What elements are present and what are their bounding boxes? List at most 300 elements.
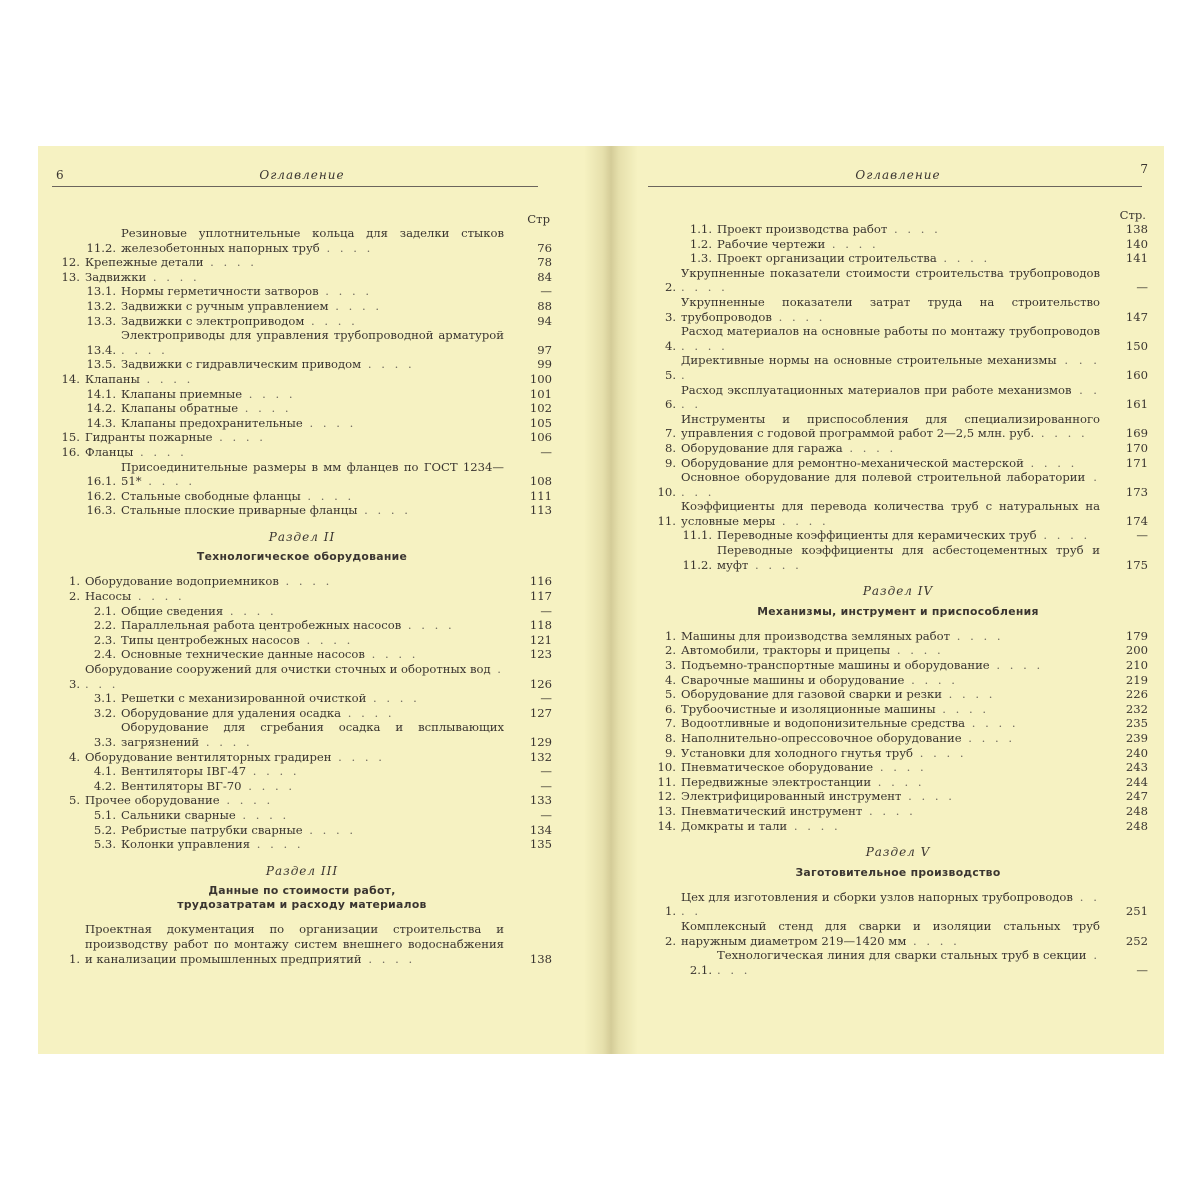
section-subtitle: Данные по стоимости работ, трудозатратам и расходу материалов	[177, 884, 427, 912]
dot-leader: . . . .	[887, 222, 941, 236]
toc-entry	[52, 633, 552, 648]
toc-entry-number: 11.1.	[682, 528, 712, 543]
toc-entry-title: Переводные коэффициенты для асбестоцементных труб и муфт	[717, 543, 1100, 572]
toc-entry-wrap	[121, 299, 504, 314]
toc-entry-page: 244	[1125, 774, 1148, 789]
toc-entry	[648, 222, 1148, 237]
toc-entry	[648, 295, 1148, 324]
toc-entry-number: 5.1.	[93, 807, 116, 822]
toc-entry-title: Пневматический инструмент	[681, 803, 863, 818]
toc-entry-page: 102	[529, 401, 552, 416]
toc-entry	[648, 412, 1148, 441]
toc-entry	[52, 270, 552, 285]
toc-entry-wrap	[681, 775, 1100, 790]
toc-entry-wrap	[85, 750, 504, 765]
toc-entry-wrap	[681, 746, 1100, 761]
toc-entry	[648, 237, 1148, 252]
section-subtitle: Заготовительное производство	[795, 865, 1001, 879]
toc-entry-number: 14.1.	[86, 386, 116, 401]
dot-leader: . . . .	[717, 948, 1101, 977]
toc-entry-title: Ребристые патрубки сварные	[121, 822, 303, 837]
toc-entry-number: 11.2.	[86, 240, 116, 255]
right-running-title: Оглавление	[855, 168, 941, 182]
toc-entry-number: 4.1.	[93, 764, 116, 779]
dot-leader: . . . .	[936, 251, 991, 266]
toc-entry	[52, 647, 552, 662]
toc-entry-wrap	[121, 489, 504, 504]
header-rule	[52, 186, 538, 187]
toc-entry-wrap	[681, 673, 1100, 688]
toc-entry-page: 252	[1125, 933, 1148, 948]
dot-leader: . . . .	[787, 818, 841, 833]
dot-leader: . . . .	[913, 745, 967, 760]
toc-entry-wrap	[85, 255, 504, 270]
dot-leader: . . . .	[873, 760, 927, 775]
toc-entry-wrap	[121, 284, 504, 299]
toc-entry-number: 16.1.	[86, 474, 116, 489]
dot-leader: . . . .	[238, 401, 292, 416]
toc-entry-title: Задвижки с гидравлическим приводом	[121, 357, 362, 372]
toc-entry-title: Трубоочистные и изоляционные машины	[681, 701, 936, 716]
toc-entry	[52, 837, 552, 852]
toc-entry-wrap	[85, 270, 504, 285]
toc-entry-title: Клапаны	[85, 371, 140, 386]
toc-entry-wrap	[681, 804, 1100, 819]
dot-leader: . . . .	[771, 309, 826, 324]
toc-entry	[648, 470, 1148, 499]
toc-entry-wrap	[121, 808, 504, 823]
toc-entry-wrap	[121, 416, 504, 431]
toc-entry	[648, 658, 1148, 673]
toc-entry-title: Клапаны обратные	[121, 401, 239, 416]
toc-entry-number: 13.5.	[86, 357, 116, 372]
dot-leader: . . . .	[302, 822, 357, 837]
toc-entry	[52, 430, 552, 445]
dot-leader: . . . .	[199, 735, 253, 749]
toc-entry-number: 4.	[664, 672, 676, 687]
dot-leader: . . . .	[681, 470, 1100, 499]
dot-leader: . . . .	[223, 603, 277, 618]
toc-entry	[648, 441, 1148, 456]
toc-entry	[52, 226, 552, 255]
dot-leader: . . . .	[331, 749, 385, 764]
toc-entry-number: 5.	[664, 687, 676, 702]
toc-entry-wrap	[85, 445, 504, 460]
dot-leader: . . . .	[681, 889, 1100, 919]
toc-entry-page: 232	[1125, 701, 1148, 716]
toc-entry-number: 1.	[68, 574, 80, 589]
toc-entry-page: 160	[1125, 367, 1148, 382]
toc-entry-number: 2.	[664, 643, 676, 658]
toc-entry-title: Основные технические данные насосов	[121, 647, 365, 662]
toc-list	[52, 574, 552, 851]
toc-entry	[648, 456, 1148, 471]
toc-entry-title: Вентиляторы ВГ-70	[121, 778, 242, 793]
toc-entry-page: 126	[529, 676, 552, 691]
toc-entry-number: 2.	[664, 933, 676, 948]
toc-entry	[648, 528, 1148, 543]
toc-entry	[648, 731, 1148, 746]
toc-entry-page: 106	[529, 430, 552, 445]
toc-entry-title: Задвижки с электроприводом	[121, 313, 305, 328]
toc-entry-wrap	[681, 441, 1100, 456]
dot-leader: . . . .	[141, 474, 196, 489]
toc-entry-number: 1.	[68, 951, 80, 966]
dot-leader: . . . .	[366, 691, 420, 706]
toc-entry	[648, 543, 1148, 572]
toc-entry-number: 1.3.	[689, 251, 712, 266]
left-running-title: Оглавление	[259, 168, 345, 182]
toc-entry-wrap	[85, 589, 504, 604]
toc-entry-number: 13.3.	[86, 313, 116, 328]
toc-entry-page: 105	[529, 415, 552, 430]
toc-entry	[648, 760, 1148, 775]
toc-entry-number: 2.	[664, 280, 676, 295]
toc-entry-wrap	[681, 295, 1100, 324]
toc-entry-title: Передвижные электростанции	[681, 774, 872, 789]
toc-entry-page: 210	[1125, 658, 1148, 673]
right-page-header	[648, 146, 1148, 186]
toc-entry	[52, 503, 552, 518]
toc-entry-title: Подъемно-транспортные машины и оборудование	[681, 658, 990, 673]
dot-leader: . . . .	[965, 716, 1019, 731]
toc-entry-wrap	[717, 237, 1100, 252]
toc-entry-number: 12.	[61, 255, 80, 270]
toc-entry	[52, 922, 552, 966]
toc-entry-number: 13.	[61, 269, 80, 284]
section-title: Раздел IV	[862, 584, 934, 599]
toc-entry	[52, 314, 552, 329]
toc-entry-number: 3.1.	[93, 691, 116, 706]
dot-leader: . . . .	[775, 513, 829, 528]
toc-entry-page: 240	[1125, 745, 1148, 760]
toc-entry-page: 123	[529, 647, 552, 662]
section-title: Раздел II	[268, 529, 336, 544]
toc-entry-title: Оборудование для газовой сварки и резки	[681, 687, 942, 702]
toc-entry-number: 5.2.	[93, 822, 116, 837]
toc-entry	[648, 716, 1148, 731]
toc-entry-wrap	[681, 324, 1100, 353]
toc-entry-title: Параллельная работа центробежных насосов	[121, 618, 402, 633]
toc-entry	[52, 823, 552, 838]
toc-entry-title: Укрупненные показатели стоимости строительства трубопроводов	[681, 265, 1100, 280]
toc-entry-title: Водоотливные и водопонизительные средства	[681, 716, 966, 731]
dot-leader: . . . .	[361, 951, 416, 966]
toc-entry-wrap	[121, 357, 504, 372]
toc-entry-wrap	[121, 691, 504, 706]
toc-entry	[648, 789, 1148, 804]
dot-leader: . . . .	[364, 647, 419, 662]
toc-entry	[648, 353, 1148, 382]
dot-leader: . . . .	[748, 557, 802, 572]
toc-entry-title: Установки для холодного гнутья труб	[681, 745, 914, 760]
toc-entry-title: Оборудование для ремонтно-механической мастерской	[681, 455, 1024, 470]
toc-entry-page: 84	[537, 269, 552, 284]
toc-entry-wrap	[681, 629, 1100, 644]
toc-entry-wrap	[681, 266, 1100, 295]
toc-entry-title: Технологическая линия для сварки стальных труб в секции	[717, 948, 1087, 963]
toc-entry-number: 8.	[664, 731, 676, 745]
toc-entry	[648, 919, 1148, 948]
toc-entry-wrap	[85, 662, 504, 691]
toc-entry-wrap	[681, 819, 1100, 834]
toc-entry-number: 2.3.	[93, 632, 116, 647]
toc-entry-number: 9.	[664, 745, 676, 760]
section-title: Раздел V	[865, 845, 931, 860]
toc-entry-title: Автомобили, тракторы и прицепы	[681, 643, 891, 658]
dot-leader: . . . .	[1034, 426, 1088, 441]
toc-entry	[52, 255, 552, 270]
toc-entry	[648, 948, 1148, 977]
toc-entry	[648, 266, 1148, 295]
toc-entry-page: —	[540, 691, 552, 706]
toc-entry-page: 219	[1125, 672, 1148, 687]
toc-entry-number: 3.	[664, 309, 676, 324]
toc-entry-number: 5.	[68, 793, 80, 808]
toc-entry-wrap	[121, 328, 504, 357]
toc-entry-number: 11.	[657, 774, 676, 789]
toc-entry-number: 3.3.	[93, 735, 116, 749]
toc-entry-page: 78	[537, 255, 552, 270]
toc-entry-number: 13.	[657, 803, 676, 818]
toc-entry	[52, 589, 552, 604]
toc-entry-page: 129	[529, 735, 552, 749]
toc-entry-wrap	[717, 528, 1100, 543]
toc-entry-wrap	[121, 604, 504, 619]
toc-entry-page: 161	[1125, 397, 1148, 412]
dot-leader: . . . .	[235, 807, 290, 822]
toc-entry-wrap	[717, 543, 1100, 572]
toc-entry-wrap	[121, 837, 504, 852]
right-page	[648, 146, 1148, 1054]
toc-entry-wrap	[121, 226, 504, 255]
toc-entry-page: 248	[1125, 818, 1148, 833]
toc-entry-page: 170	[1125, 440, 1148, 455]
toc-entry	[52, 574, 552, 589]
toc-entry-number: 14.	[61, 371, 80, 386]
toc-entry-title: Задвижки с ручным управлением	[121, 298, 329, 313]
toc-entry-title: Оборудование вентиляторных градирен	[85, 749, 332, 764]
toc-entry-page: 133	[529, 793, 552, 808]
toc-entry-wrap	[121, 706, 504, 721]
toc-entry-wrap	[681, 499, 1100, 528]
toc-entry-title: Прочее оборудование	[85, 793, 220, 808]
toc-entry-page: 88	[537, 298, 552, 313]
toc-entry	[648, 890, 1148, 919]
toc-entry-number: 5.3.	[93, 837, 116, 852]
toc-entry-title: Типы центробежных насосов	[121, 632, 300, 647]
toc-entry-wrap	[85, 574, 504, 589]
toc-entry-page: 175	[1125, 557, 1148, 572]
toc-entry-wrap	[85, 922, 504, 966]
toc-entry-number: 4.2.	[93, 778, 116, 793]
dot-leader: . . . .	[341, 705, 395, 720]
toc-entry-title: Резиновые уплотнительные кольца для заделки стыков железобетонных напорных труб	[121, 226, 504, 255]
toc-entry	[52, 299, 552, 314]
toc-entry	[648, 324, 1148, 353]
dot-leader: . . . .	[890, 643, 944, 658]
toc-entry-number: 7.	[664, 426, 676, 441]
toc-entry-page: —	[540, 444, 552, 459]
toc-entry-wrap	[121, 633, 504, 648]
toc-entry	[648, 775, 1148, 790]
header-rule	[648, 186, 1142, 187]
dot-leader: . . . .	[842, 440, 897, 455]
toc-entry-wrap	[85, 372, 504, 387]
toc-entry-page: 94	[537, 313, 552, 328]
toc-entry-wrap	[681, 760, 1100, 775]
toc-entry	[648, 499, 1148, 528]
toc-entry-page: 226	[1125, 687, 1148, 702]
dot-leader: . . . .	[1036, 528, 1091, 543]
toc-entry-number: 2.	[68, 589, 80, 604]
toc-entry	[52, 284, 552, 299]
toc-entry-number: 3.2.	[93, 705, 116, 720]
right-page-number: 7	[1140, 162, 1148, 176]
toc-entry-wrap	[121, 647, 504, 662]
toc-entry-number: 2.4.	[93, 647, 116, 662]
dot-leader: . . . .	[304, 313, 358, 328]
toc-entry-title: Проект организации строительства	[717, 251, 937, 266]
toc-entry	[52, 779, 552, 794]
toc-entry-number: 11.2.	[682, 557, 712, 572]
toc-entry-title: Задвижки	[85, 269, 147, 284]
toc-entry-number: 7.	[664, 716, 676, 731]
toc-entry-number: 16.	[61, 444, 80, 459]
toc-entry-title: Переводные коэффициенты для керамических труб	[717, 528, 1037, 543]
toc-entry-page: 243	[1125, 760, 1148, 775]
toc-entry-wrap	[681, 383, 1100, 412]
dot-leader: . . . .	[302, 415, 357, 430]
toc-entry-title: Клапаны предохранительные	[121, 415, 303, 430]
toc-entry-title: Коэффициенты для перевода количества труб с натуральных на условные меры	[681, 499, 1100, 528]
toc-entry	[52, 416, 552, 431]
toc-entry-number: 6.	[664, 701, 676, 716]
toc-entry-title: Пневматическое оборудование	[681, 760, 874, 775]
toc-entry-page: —	[540, 284, 552, 299]
toc-entry-wrap	[681, 353, 1100, 382]
toc-entry	[648, 643, 1148, 658]
toc-entry-wrap	[85, 793, 504, 808]
toc-entry-page: 138	[1125, 222, 1148, 236]
toc-entry-title: Сварочные машины и оборудование	[681, 672, 905, 687]
toc-entry-wrap	[121, 387, 504, 402]
toc-entry-page: 138	[529, 951, 552, 966]
toc-entry-title: Наполнительно-опрессовочное оборудование	[681, 731, 962, 745]
dot-leader: . . . .	[935, 701, 990, 716]
toc-entry-title: Проектная документация по организации строительства и производству работ по монтажу систем внешнего водоснабжения и канализации промышленных предприятий	[85, 922, 504, 966]
toc-entry	[52, 764, 552, 779]
toc-entry-number: 1.	[664, 628, 676, 643]
dot-leader: . . . .	[299, 632, 354, 647]
dot-leader: . . . .	[904, 672, 958, 687]
section-title: Раздел III	[265, 863, 339, 878]
toc-entry-title: Оборудование сооружений для очистки сточных и оборотных вод	[85, 662, 491, 677]
toc-entry-page: 247	[1125, 789, 1148, 804]
toc-entry-page: 113	[529, 503, 552, 518]
toc-entry-wrap	[681, 702, 1100, 717]
toc-entry-page: 117	[529, 589, 552, 604]
toc-entry-page: 127	[529, 705, 552, 720]
toc-entry-wrap	[681, 456, 1100, 471]
toc-entry	[648, 702, 1148, 717]
toc-entry	[52, 489, 552, 504]
toc-entry-number: 2.1.	[93, 603, 116, 618]
section-subtitle: Технологическое оборудование	[196, 550, 408, 564]
dot-leader: . . . .	[941, 687, 996, 702]
toc-entry-title: Укрупненные показатели затрат труда на строительство трубопроводов	[681, 294, 1100, 324]
toc-entry-page: 150	[1125, 338, 1148, 353]
toc-entry-page: 116	[529, 574, 552, 589]
toc-entry	[52, 328, 552, 357]
toc-entry-page: 147	[1125, 309, 1148, 324]
toc-entry-title: Директивные нормы на основные строительные механизмы	[681, 353, 1057, 368]
dot-leader: . . . .	[825, 236, 879, 251]
dot-leader: . . . .	[906, 933, 960, 948]
left-page-number: 6	[56, 168, 64, 182]
toc-entry-wrap	[121, 618, 504, 633]
dot-leader: . . . .	[901, 789, 955, 804]
toc-entry	[648, 629, 1148, 644]
toc-entry-title: Электрифицированный инструмент	[681, 789, 902, 804]
toc-entry-page: 171	[1125, 455, 1148, 470]
page-column-label: Стр.	[1119, 208, 1146, 222]
toc-entry-wrap	[717, 251, 1100, 266]
toc-entry	[52, 706, 552, 721]
left-page-header	[52, 146, 552, 186]
toc-entry-page: —	[540, 807, 552, 822]
toc-entry-title: Гидранты пожарные	[85, 430, 213, 445]
toc-entry-page: 248	[1125, 803, 1148, 818]
toc-entry-title: Насосы	[85, 589, 132, 604]
toc-entry-page: —	[1136, 280, 1148, 295]
toc-entry-page: 99	[537, 357, 552, 372]
toc-entry-page: 179	[1125, 628, 1148, 643]
toc-entry-page: 235	[1125, 716, 1148, 731]
toc-entry	[648, 687, 1148, 702]
toc-entry-number: 2.1.	[689, 962, 712, 977]
toc-entry	[52, 357, 552, 372]
dot-leader: . . . .	[300, 488, 355, 503]
toc-entry-page: —	[1136, 962, 1148, 977]
toc-entry-number: 15.	[61, 430, 80, 445]
toc-entry-wrap	[681, 789, 1100, 804]
dot-leader: . . . .	[401, 618, 455, 633]
toc-entry-title: Оборудование для сгребания осадка и всплывающих загрязнений	[121, 720, 504, 749]
toc-entry	[52, 808, 552, 823]
dot-leader: . . . .	[219, 793, 274, 808]
toc-entry-number: 9.	[664, 455, 676, 470]
toc-entry-wrap	[121, 503, 504, 518]
toc-entry-title: Решетки с механизированной очисткой	[121, 691, 367, 706]
toc-entry-page: 118	[529, 618, 552, 633]
dot-leader: . . . .	[139, 371, 194, 386]
dot-leader: . . . .	[278, 574, 333, 589]
dot-leader: . . . .	[961, 731, 1016, 745]
toc-entry	[648, 673, 1148, 688]
dot-leader: . . . .	[131, 589, 185, 604]
toc-entry	[52, 750, 552, 765]
toc-entry-title: Нормы герметичности затворов	[121, 284, 319, 299]
toc-entry-number: 8.	[664, 440, 676, 455]
toc-entry-wrap	[85, 430, 504, 445]
toc-entry-title: Электроприводы для управления трубопроводной арматурой	[121, 328, 504, 343]
toc-entry-page: 239	[1125, 731, 1148, 745]
toc-entry	[648, 251, 1148, 266]
dot-leader: . . . .	[681, 382, 1100, 412]
toc-entry-wrap	[681, 687, 1100, 702]
toc-entry-page: 111	[529, 488, 552, 503]
